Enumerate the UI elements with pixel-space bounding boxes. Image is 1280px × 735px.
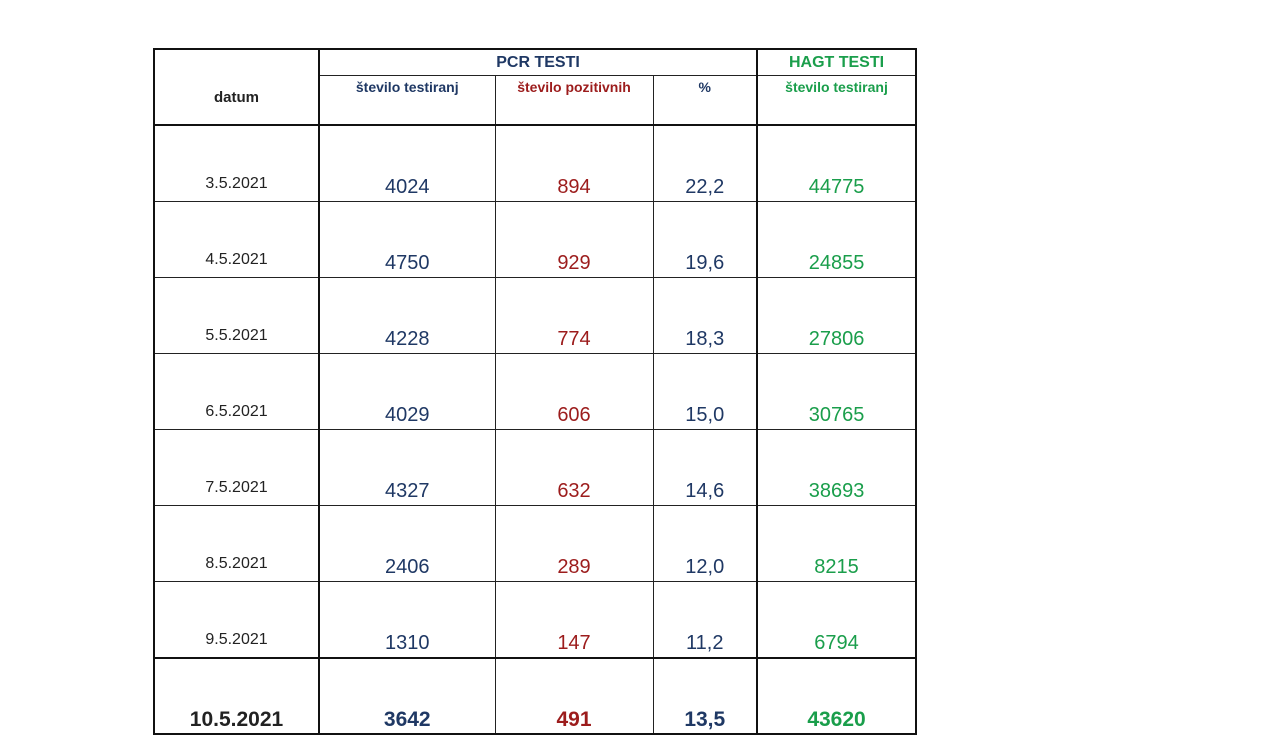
cell-date: 5.5.2021 (154, 278, 319, 354)
cell-date: 3.5.2021 (154, 125, 319, 202)
cell-hagt-tests: 24855 (757, 202, 916, 278)
cell-date: 9.5.2021 (154, 582, 319, 659)
cell-pcr-tests: 4327 (319, 430, 495, 506)
cell-date: 8.5.2021 (154, 506, 319, 582)
cell-hagt-tests: 30765 (757, 354, 916, 430)
table-row (154, 278, 916, 354)
header-pcr-positive: število pozitivnih (495, 76, 653, 126)
table-row (154, 506, 916, 582)
header-pcr-tests: število testiranj (319, 76, 495, 126)
cell-pcr-tests: 1310 (319, 582, 495, 659)
cell-percent: 13,5 (653, 658, 757, 734)
cell-percent: 15,0 (653, 354, 757, 430)
cell-hagt-tests: 6794 (757, 582, 916, 659)
cell-pcr-positive: 632 (495, 430, 653, 506)
table-row (154, 430, 916, 506)
cell-pcr-positive: 491 (495, 658, 653, 734)
cell-pcr-positive: 774 (495, 278, 653, 354)
cell-pcr-tests: 4228 (319, 278, 495, 354)
cell-percent: 14,6 (653, 430, 757, 506)
testing-table-container (153, 48, 917, 735)
cell-pcr-positive: 147 (495, 582, 653, 659)
cell-hagt-tests: 43620 (757, 658, 916, 734)
cell-hagt-tests: 8215 (757, 506, 916, 582)
cell-pcr-positive: 606 (495, 354, 653, 430)
cell-hagt-tests: 27806 (757, 278, 916, 354)
cell-percent: 12,0 (653, 506, 757, 582)
table-row-latest (154, 658, 916, 734)
table-row (154, 202, 916, 278)
cell-percent: 18,3 (653, 278, 757, 354)
testing-table (153, 48, 917, 735)
cell-pcr-tests: 3642 (319, 658, 495, 734)
header-pcr-percent: % (653, 76, 757, 126)
header-hagt-group: HAGT TESTI (757, 49, 916, 76)
cell-pcr-positive: 289 (495, 506, 653, 582)
cell-percent: 22,2 (653, 125, 757, 202)
cell-hagt-tests: 44775 (757, 125, 916, 202)
table-row (154, 125, 916, 202)
header-datum: datum (154, 49, 319, 125)
cell-date: 10.5.2021 (154, 658, 319, 734)
cell-hagt-tests: 38693 (757, 430, 916, 506)
cell-pcr-positive: 929 (495, 202, 653, 278)
cell-date: 6.5.2021 (154, 354, 319, 430)
cell-pcr-tests: 4024 (319, 125, 495, 202)
cell-date: 4.5.2021 (154, 202, 319, 278)
table-row (154, 582, 916, 659)
cell-date: 7.5.2021 (154, 430, 319, 506)
cell-pcr-tests: 2406 (319, 506, 495, 582)
cell-percent: 19,6 (653, 202, 757, 278)
cell-pcr-positive: 894 (495, 125, 653, 202)
cell-percent: 11,2 (653, 582, 757, 659)
header-hagt-tests: število testiranj (757, 76, 916, 126)
table-row (154, 354, 916, 430)
header-group-row (154, 49, 916, 76)
cell-pcr-tests: 4029 (319, 354, 495, 430)
header-pcr-group: PCR TESTI (319, 49, 757, 76)
cell-pcr-tests: 4750 (319, 202, 495, 278)
